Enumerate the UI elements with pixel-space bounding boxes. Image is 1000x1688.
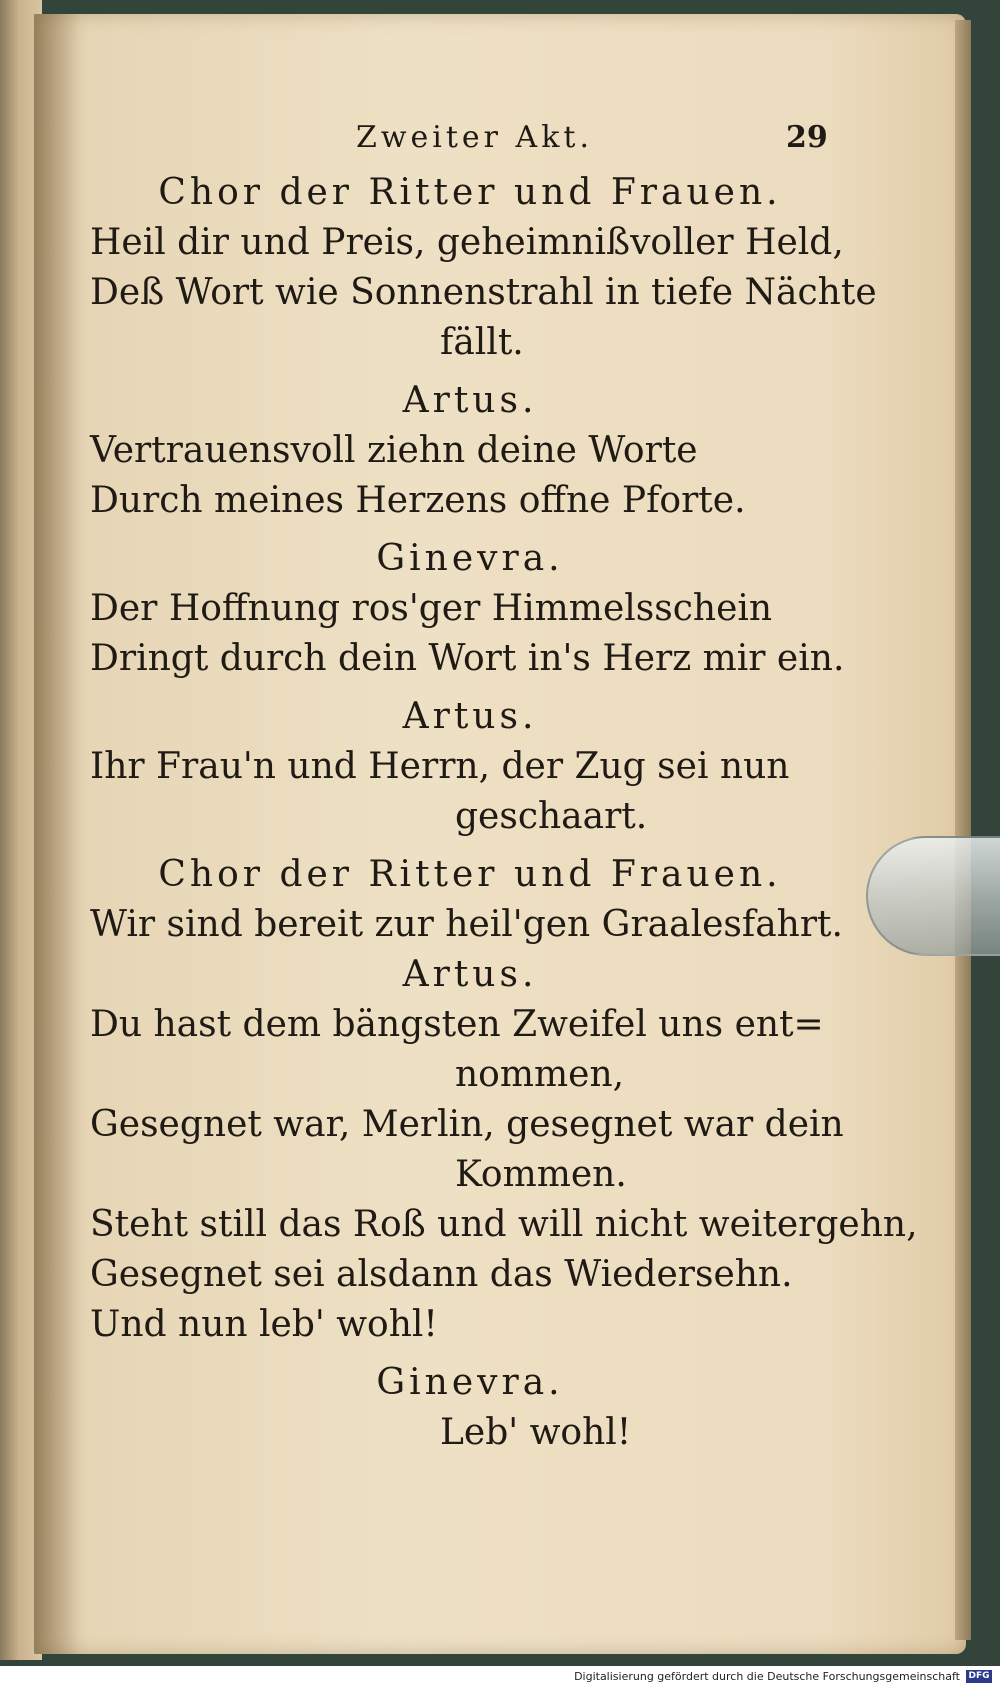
verse-line: Und nun leb' wohl! [90, 1304, 438, 1345]
speaker-heading: Artus. [402, 380, 538, 421]
verse-line: Vertrauensvoll ziehn deine Worte [90, 430, 698, 471]
page-gutter-shadow [34, 14, 80, 1654]
verse-line: Deß Wort wie Sonnenstrahl in tiefe Nächte [90, 272, 877, 313]
funding-credit: Digitalisierung gefördert durch die Deutsche Forschungsgemeinschaft [574, 1670, 960, 1683]
speaker-heading: Ginevra. [376, 538, 564, 579]
speaker-heading: Chor der Ritter und Frauen. [158, 854, 782, 895]
page-text [90, 110, 918, 1458]
verse-line: Ihr Frau'n und Herrn, der Zug sei nun [90, 746, 790, 787]
verse-line: Dringt durch dein Wort in's Herz mir ein. [90, 638, 845, 679]
page-header [90, 110, 850, 160]
page-number: 29 [786, 120, 828, 155]
verse-line-continuation: fällt. [440, 322, 524, 363]
digitization-footer [0, 1666, 1000, 1688]
verse-line: Heil dir und Preis, geheimnißvoller Held, [90, 222, 844, 263]
verse-line: Du hast dem bängsten Zweifel uns ent= [90, 1004, 824, 1045]
verse-line-continuation: Kommen. [455, 1154, 627, 1195]
verse-line-continuation: geschaart. [455, 796, 648, 837]
page-edge [955, 20, 971, 1640]
running-head: Zweiter Akt. [356, 120, 593, 155]
verse-line: Gesegnet war, Merlin, gesegnet war dein [90, 1104, 844, 1145]
verse-line: Gesegnet sei alsdann das Wiedersehn. [90, 1254, 793, 1295]
speaker-heading: Ginevra. [376, 1362, 564, 1403]
page-clip [866, 836, 1000, 956]
verse-line: Leb' wohl! [440, 1412, 632, 1453]
speaker-heading: Artus. [402, 954, 538, 995]
verse-line: Durch meines Herzens offne Pforte. [90, 480, 746, 521]
verse-line-continuation: nommen, [455, 1054, 625, 1095]
speaker-heading: Artus. [402, 696, 538, 737]
verse-line: Wir sind bereit zur heil'gen Graalesfahrt. [90, 904, 843, 945]
speaker-heading: Chor der Ritter und Frauen. [158, 172, 782, 213]
dfg-logo: DFG [966, 1670, 992, 1683]
verse-line: Steht still das Roß und will nicht weitergehn, [90, 1204, 918, 1245]
verse-line: Der Hoffnung ros'ger Himmelsschein [90, 588, 773, 629]
